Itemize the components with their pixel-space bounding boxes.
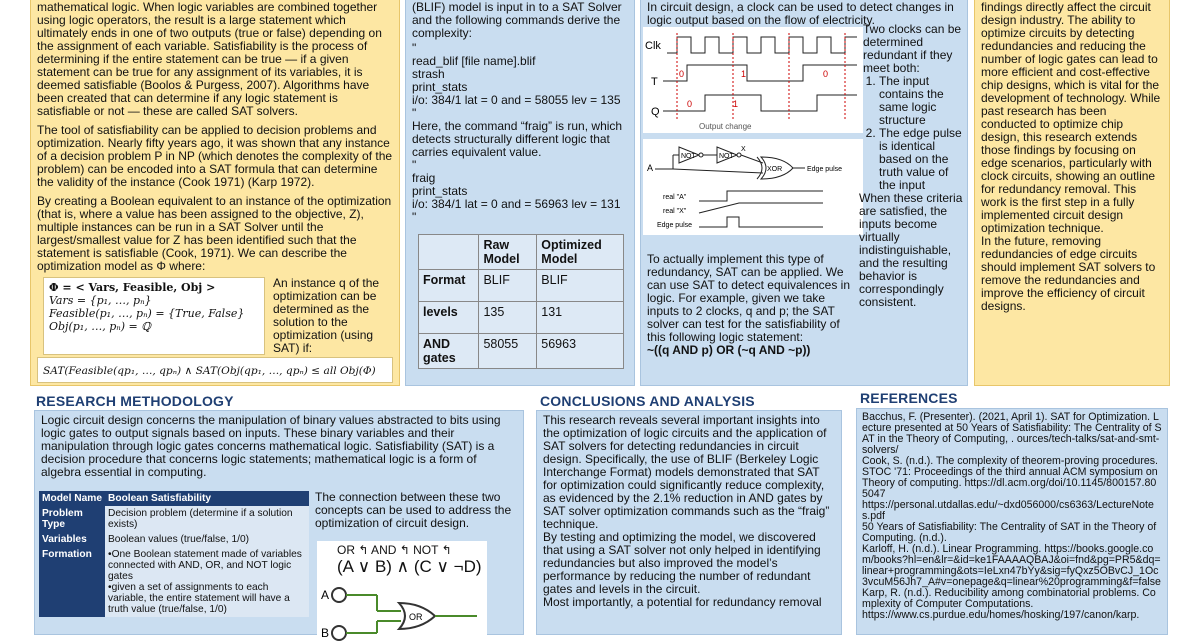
table-cell: Model Name xyxy=(39,491,105,506)
table-cell: 58055 xyxy=(479,334,537,369)
xor-gate-label: XOR xyxy=(767,166,783,173)
comparison-table xyxy=(418,234,624,369)
quote-open-1: " xyxy=(412,41,417,55)
q-label: Q xyxy=(651,106,660,118)
sat-formula xyxy=(37,357,393,383)
quote-close-2: " xyxy=(412,210,417,224)
t-zero: 0 xyxy=(679,69,685,79)
table-row xyxy=(419,235,624,270)
implement-text: To actually implement this type of redundancy, SAT can be applied. We can use SAT to detect equivalences in logic. For example, given we take inputs to 2 clocks, q and p; the SAT solver can test for the satisfiability of this following logic statement: xyxy=(647,252,851,344)
input-a-label: A xyxy=(321,588,330,602)
reference-item: Bacchus, F. (Presenter). (2021, April 1). SAT for Optimization. Lecture presented at 50 Years of Satisfiability: The Centrality of SAT in the Theory of Computing, . ources/tech-talks/sat-and-smt-solvers/ xyxy=(862,411,1162,456)
quote-close-1: " xyxy=(412,106,417,120)
table-cell: Optimized Model xyxy=(537,235,624,270)
table-cell: Formation xyxy=(39,547,105,617)
connection-text: The connection between these two concepts can be used to address the optimization of circuit design. xyxy=(315,490,512,530)
redundancy-criteria xyxy=(859,22,965,315)
quote-open-2: " xyxy=(412,158,417,172)
table-cell: •One Boolean statement made of variables connected with AND, OR, and NOT logic gates •given a set of assignments to each variable, the entire statement will have a truth value (true/false, 1/0) xyxy=(105,547,309,617)
gate-example-operators: OR ↰ AND ↰ NOT ↰ xyxy=(337,543,452,557)
methodology-text: Logic circuit design concerns the manipulation of binary values abstracted to bits using logic gates to output signals based on inputs. These binary variables and their manipulation through logic gates concerns mathematical logic. Satisfiability (SAT) is a decision procedure that concerns logic statements; mathematical logic is a form of algebra essential in computing. xyxy=(41,413,501,479)
conclusions-paragraph-3: Most importantly, a potential for redundancy removal xyxy=(543,595,822,609)
table-cell: 56963 xyxy=(537,334,624,369)
criteria-result-text: When these criteria are satisfied, the inputs become virtually indistinguishable, and the resulting behavior is correspondingly consistent. xyxy=(859,191,963,309)
clock-intro: In circuit design, a clock can be used to detect changes in logic output based on the flow of electricity. xyxy=(647,0,954,27)
significance-panel xyxy=(974,0,1170,386)
reference-item: Karloff, H. (n.d.). Linear Programming. https://books.google.com/books?hl=en&lr=&id=ke1FAAAAQBAJ&oi=fnd&pg=PR5&dq=linear+programming&ots=IeLxn47bYy&sig=fyQxz5OBvCJ_1Oc3vcuM56Jh7_A#v=onepage&q=linear%20programming&f=false xyxy=(862,543,1161,588)
clock-waveform-diagram xyxy=(643,27,863,133)
criteria-item: 2. The edge pulse is identical based on the truth value of the input xyxy=(879,127,965,192)
table-cell xyxy=(419,235,479,270)
output-change-label: Output change xyxy=(699,122,752,131)
criteria-list xyxy=(879,75,965,192)
gate-example-diagram xyxy=(317,541,487,641)
conclusions-heading: CONCLUSIONS AND ANALYSIS xyxy=(540,393,755,409)
fraig-explanation: Here, the command “fraig” is run, which detects structurally different logic that carries equivalent value. xyxy=(412,119,623,159)
t-label: T xyxy=(651,76,658,88)
cmd-read-blif: read_blif [file name].blif xyxy=(412,54,536,68)
conclusions-panel xyxy=(536,410,842,635)
instance-text: An instance q of the optimization can be determined as the solution to the optimization (using SAT) if: xyxy=(273,276,380,355)
cmd-print-stats-1: print_stats xyxy=(412,80,468,94)
table-cell: Variables xyxy=(39,532,105,547)
table-row xyxy=(39,532,309,547)
real-x-label: real "X" xyxy=(663,208,687,215)
references-heading: REFERENCES xyxy=(860,390,958,406)
sat-formula-text: SAT(Feasible(qp₁, …, qpₙ) ∧ SAT(Obj(qp₁, …, qpₙ) ≤ all Obj(Φ) xyxy=(43,365,376,377)
table-cell: 131 xyxy=(537,302,624,334)
table-cell: Boolean Satisfiability xyxy=(105,491,309,506)
methodology-heading: RESEARCH METHODOLOGY xyxy=(36,393,234,409)
experiment-panel xyxy=(405,0,635,386)
formula-line-2: Vars = {p₁, …, pₙ} xyxy=(49,294,152,307)
table-cell: Format xyxy=(419,270,479,302)
intro-paragraph-1: mathematical logic. When logic variables are combined together using logic operators, the result is a large statement which ultimately ends in one of two outputs (true or false) depending on the assignment of each variable. Satisfiability is the process of determining if the entire statement can be true — if a given statement can be true for any assignment of its variables, it is deemed satisfiable (Boolos & Purgess, 2007). Algorithms have been created that can determine if any logic statement is satisfiable or not — these are called SAT solvers. xyxy=(37,0,382,118)
reference-item: https://www.cs.purdue.edu/homes/hosking/197/canon/karp. xyxy=(862,609,1140,621)
edge-pulse-output-label: Edge pulse xyxy=(807,166,843,173)
table-row xyxy=(419,334,624,369)
sat-implementation xyxy=(647,253,859,363)
reference-item: Cook, S. (n.d.). The complexity of theorem-proving procedures. STOC '71: Proceedings of the third annual ACM symposium on Theory of computing. https://dl.acm.org/doi/10.1145/800157.805047 xyxy=(862,455,1158,500)
cmd-strash: strash xyxy=(412,67,445,81)
command-block-2 xyxy=(412,159,628,224)
reference-item: Karp, R. (n.d.). Reducibility among combinatorial problems. Complexity of Computer Computations. xyxy=(862,587,1156,610)
or-gate-label: OR xyxy=(409,612,423,622)
table-row xyxy=(39,491,309,506)
table-row xyxy=(419,270,624,302)
blif-intro: (BLIF) model is input in to a SAT Solver and the following commands derive the complexity: xyxy=(412,0,622,40)
methodology-panel xyxy=(34,410,524,640)
table-cell: Raw Model xyxy=(479,235,537,270)
intro-paragraph-2: The tool of satisfiability can be applied to decision problems and optimization. Nearly fifty years ago, it was shown that any instance of a decision problem P in NP (which denotes the complexity of the problem) can be encoded into a SAT formula that can determine the validity of the instance (Cook 1971) (Karp 1972). xyxy=(37,123,393,189)
cmd-fraig: fraig xyxy=(412,171,436,185)
gate-example-expression: (A ∨ B) ∧ (C ∨ ¬D) xyxy=(337,557,482,576)
edge-pulse-diagram xyxy=(643,139,863,235)
t-one: 1 xyxy=(741,69,747,79)
references-panel xyxy=(856,408,1168,635)
table-cell: Boolean values (true/false, 1/0) xyxy=(105,532,309,547)
not-gate-label-2: NOT xyxy=(719,153,734,160)
stats-output-1: i/o: 384/1 lat = 0 and = 58055 lev = 135 xyxy=(412,93,621,107)
q-one: 1 xyxy=(733,99,739,109)
table-cell: AND gates xyxy=(419,334,479,369)
q-zero: 0 xyxy=(687,99,693,109)
table-row xyxy=(39,547,309,617)
reference-item: 50 Years of Satisfiability: The Centrality of SAT in the Theory of Computing. (n.d.). xyxy=(862,521,1157,544)
table-cell: levels xyxy=(419,302,479,334)
cmd-print-stats-2: print_stats xyxy=(412,184,468,198)
formula-line-4: Obj(p₁, …, pₙ) = ℚ xyxy=(49,320,151,333)
conclusions-paragraph-2: By testing and optimizing the model, we discovered that using a SAT solver not only helped in identifying redundancies but also improved the model’s performance by reducing the number of redundant gates and levels in the circuit. xyxy=(543,530,821,596)
input-b-label: B xyxy=(321,626,330,640)
sat-model-table xyxy=(39,491,309,617)
formula-line-1: Φ = < Vars, Feasible, Obj > xyxy=(49,281,216,294)
table-row xyxy=(419,302,624,334)
table-cell: 135 xyxy=(479,302,537,334)
table-cell: BLIF xyxy=(479,270,537,302)
formula-line-3: Feasible(p₁, …, pₙ) = {True, False} xyxy=(49,307,245,320)
gate-x-label: X xyxy=(741,146,746,153)
real-a-label: real "A" xyxy=(663,194,687,201)
formula-box xyxy=(43,277,265,355)
gate-a-label: A xyxy=(647,163,654,173)
table-cell: Problem Type xyxy=(39,506,105,532)
reference-item: https://personal.utdallas.edu/~dxd056000/cs6363/LectureNotes.pdf xyxy=(862,499,1154,522)
two-clocks-text: Two clocks can be determined redundant if they meet both: xyxy=(863,22,962,75)
intro-paragraph-3: By creating a Boolean equivalent to an instance of the optimization (that is, where a value has been assigned to the objective, Z), multiple instances can be run in a SAT Solver until the largest/smallest value for Z has been identified such that the statement is satisfiable (Cook, 1971). We can describe the optimization model as Φ where: xyxy=(37,194,392,273)
edge-pulse-wave-label: Edge pulse xyxy=(657,222,693,229)
clk-label: Clk xyxy=(645,40,661,52)
table-row xyxy=(39,506,309,532)
conclusions-paragraph-1: This research reveals several important insights into the optimization of logic circuits and the application of SAT solvers for detecting redundancies in circuit design. Specifically, the use of BLIF (Berkeley Logic Interchange Format) models demonstrated that SAT for optimization could significantly reduce complexity, as evidenced by the 2.1% reduction in AND gates by SAT solver optimization commands such as the “fraig” technique. xyxy=(543,413,830,531)
criteria-item: 1. The input contains the same logic structure xyxy=(879,75,965,127)
or-gate-circuit xyxy=(317,581,487,641)
logic-statement: ~((q AND p) OR (~q AND ~p)) xyxy=(647,343,811,357)
redundancy-panel xyxy=(640,0,968,386)
stats-output-2: i/o: 384/1 lat = 0 and = 56963 lev = 131 xyxy=(412,197,621,211)
table-cell: BLIF xyxy=(537,270,624,302)
future-work-text: In the future, removing redundancies of edge circuits should implement SAT solvers to remove the redundancies and improve the efficiency of circuit designs. xyxy=(981,234,1156,313)
not-gate-label-1: NOT xyxy=(681,153,696,160)
command-block-1 xyxy=(412,42,628,120)
t-zero-2: 0 xyxy=(823,69,829,79)
table-cell: Decision problem (determine if a solution exists) xyxy=(105,506,309,532)
significance-text: findings directly affect the circuit design industry. The ability to optimize circuits by detecting redundancies and reducing the number of logic gates can lead to more efficient and cost-effective chip designs, which is vital for the development of technology. While past research has been conducted to optimize chip design, this research extends those findings by focusing on edge scenarios, particularly with clock circuits, showing an outline for redundancy removal. This work is the first step in a fully implemented circuit design optimization technique. xyxy=(981,0,1161,235)
introduction-panel xyxy=(30,0,400,386)
